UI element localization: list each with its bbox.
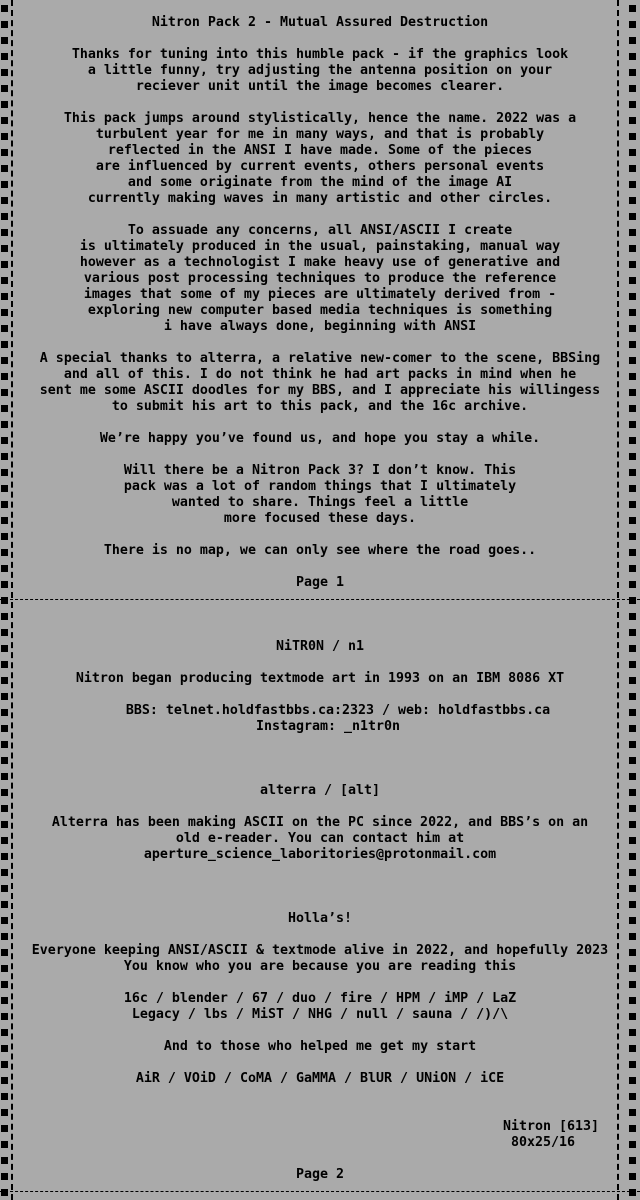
process-paragraph-line: various post processing techniques to produce the reference	[83, 271, 557, 286]
border-block	[629, 1109, 636, 1116]
border-block	[629, 37, 636, 44]
border-block	[629, 101, 636, 108]
border-block	[1, 725, 8, 732]
intro-line: Thanks for tuning into this humble pack - if the graphics look	[71, 47, 569, 62]
start-groups: AiR / VOiD / CoMA / GaMMA / BlUR / UNiON / iCE	[135, 1071, 505, 1086]
style-paragraph-line: and some originate from the mind of the image AI	[127, 175, 513, 190]
page-bottom-separator	[0, 1191, 640, 1192]
border-block	[629, 5, 636, 12]
nitron-contact: BBS: telnet.holdfastbbs.ca:2323 / web: holdfastbbs.ca	[125, 703, 551, 718]
future-paragraph-line: pack was a lot of random things that I ultimately	[123, 479, 517, 494]
process-paragraph-line: is ultimately produced in the usual, painstaking, manual way	[79, 239, 561, 254]
border-block	[1, 1157, 8, 1164]
intro-line: reciever unit until the image becomes clearer.	[135, 79, 505, 94]
alterra-bio-line: Alterra has been making ASCII on the PC since 2022, and BBS’s on an	[51, 815, 589, 830]
border-block	[1, 5, 8, 12]
border-block	[1, 1093, 8, 1100]
greets-intro-line: Everyone keeping ANSI/ASCII & textmode alive in 2022, and hopefully 2023	[31, 943, 609, 958]
border-block	[629, 661, 636, 668]
border-block	[629, 613, 636, 620]
border-block	[629, 453, 636, 460]
border-block	[629, 213, 636, 220]
border-block	[1, 693, 8, 700]
start-heading: And to those who helped me get my start	[163, 1039, 477, 1054]
future-paragraph-line: more focused these days.	[223, 511, 417, 526]
process-paragraph-line: however as a technologist I make heavy use of generative and	[79, 255, 561, 270]
border-block	[1, 901, 8, 908]
border-block	[629, 981, 636, 988]
nitron-instagram: Instagram: _n1tr0n	[255, 719, 401, 734]
border-block	[1, 741, 8, 748]
border-block	[629, 693, 636, 700]
greets-groups-line: 16c / blender / 67 / duo / fire / HPM / iMP / LaZ	[123, 991, 517, 1006]
intro-line: a little funny, try adjusting the antenna position on your	[87, 63, 553, 78]
border-block	[1, 629, 8, 636]
border-block	[1, 213, 8, 220]
thanks-paragraph-line: A special thanks to alterra, a relative new-comer to the scene, BBSing	[39, 351, 601, 366]
border-block	[629, 421, 636, 428]
process-paragraph-line: i have always done, beginning with ANSI	[163, 319, 477, 334]
process-paragraph-line: images that some of my pieces are ultimately derived from -	[83, 287, 557, 302]
border-block	[629, 341, 636, 348]
thanks-paragraph-line: sent me some ASCII doodles for my BBS, and I appreciate his willingess	[39, 383, 601, 398]
border-block	[1, 421, 8, 428]
border-block	[629, 1157, 636, 1164]
border-block	[1, 1109, 8, 1116]
future-paragraph-line: Will there be a Nitron Pack 3? I don’t know. This	[123, 463, 517, 478]
thanks-paragraph-line: to submit his art to this pack, and the 16c archive.	[111, 399, 529, 414]
border-block	[1, 453, 8, 460]
border-block	[629, 869, 636, 876]
border-block	[1, 1061, 8, 1068]
style-paragraph-line: currently making waves in many artistic and other circles.	[87, 191, 553, 206]
border-block	[1, 565, 8, 572]
border-block	[1, 981, 8, 988]
style-paragraph-line: turbulent year for me in many ways, and that is probably	[95, 127, 545, 142]
border-block	[629, 533, 636, 540]
alterra-heading: alterra / [alt]	[259, 783, 381, 798]
border-block	[1, 1029, 8, 1036]
pack-title: Nitron Pack 2 - Mutual Assured Destruction	[151, 15, 489, 30]
border-block	[629, 1029, 636, 1036]
page-separator	[0, 599, 640, 600]
border-block	[1, 933, 8, 940]
style-paragraph-line: are influenced by current events, others personal events	[95, 159, 545, 174]
page-number: Page 2	[295, 1167, 345, 1182]
border-block	[1, 341, 8, 348]
border-block	[629, 805, 636, 812]
style-paragraph-line: reflected in the ANSI I have made. Some of the pieces	[107, 143, 533, 158]
process-paragraph-line: To assuade any concerns, all ANSI/ASCII I create	[127, 223, 513, 238]
border-block	[1, 661, 8, 668]
signature: Nitron [613]	[502, 1119, 600, 1134]
border-block	[1, 885, 8, 892]
closing-line: There is no map, we can only see where the road goes..	[103, 543, 537, 558]
border-block	[1, 757, 8, 764]
alterra-email: aperture_science_laboritories@protonmail.com	[143, 847, 497, 862]
border-block	[1, 709, 8, 716]
border-block	[1, 773, 8, 780]
border-block	[629, 901, 636, 908]
welcome-line: We’re happy you’ve found us, and hope you stay a while.	[99, 431, 541, 446]
border-block	[1, 869, 8, 876]
process-paragraph-line: exploring new computer based media techniques is something	[87, 303, 553, 318]
border-block	[1, 805, 8, 812]
style-paragraph-line: This pack jumps around stylistically, hence the name. 2022 was a	[63, 111, 577, 126]
nitron-heading: NiTR0N / n1	[275, 639, 365, 654]
border-block	[629, 1061, 636, 1068]
border-block	[629, 933, 636, 940]
border-block	[1, 101, 8, 108]
border-block	[1, 533, 8, 540]
alterra-bio-line: old e-reader. You can contact him at	[175, 831, 465, 846]
format-label: 80x25/16	[510, 1135, 576, 1150]
border-block	[629, 565, 636, 572]
border-block	[629, 741, 636, 748]
page-number: Page 1	[295, 575, 345, 590]
future-paragraph-line: wanted to share. Things feel a little	[171, 495, 469, 510]
border-block	[629, 757, 636, 764]
border-block	[629, 1093, 636, 1100]
border-block	[1, 37, 8, 44]
greets-groups-line: Legacy / lbs / MiST / NHG / null / sauna / /)/\	[131, 1007, 509, 1022]
border-block	[629, 773, 636, 780]
border-block	[629, 885, 636, 892]
thanks-paragraph-line: and all of this. I do not think he had art packs in mind when he	[63, 367, 577, 382]
border-block	[1, 1141, 8, 1148]
nitron-bio: Nitron began producing textmode art in 1993 on an IBM 8086 XT	[75, 671, 565, 686]
border-block	[1, 613, 8, 620]
border-block	[1, 1125, 8, 1132]
greets-intro-line: You know who you are because you are reading this	[123, 959, 517, 974]
greets-heading: Holla’s!	[287, 911, 353, 926]
border-block	[629, 629, 636, 636]
